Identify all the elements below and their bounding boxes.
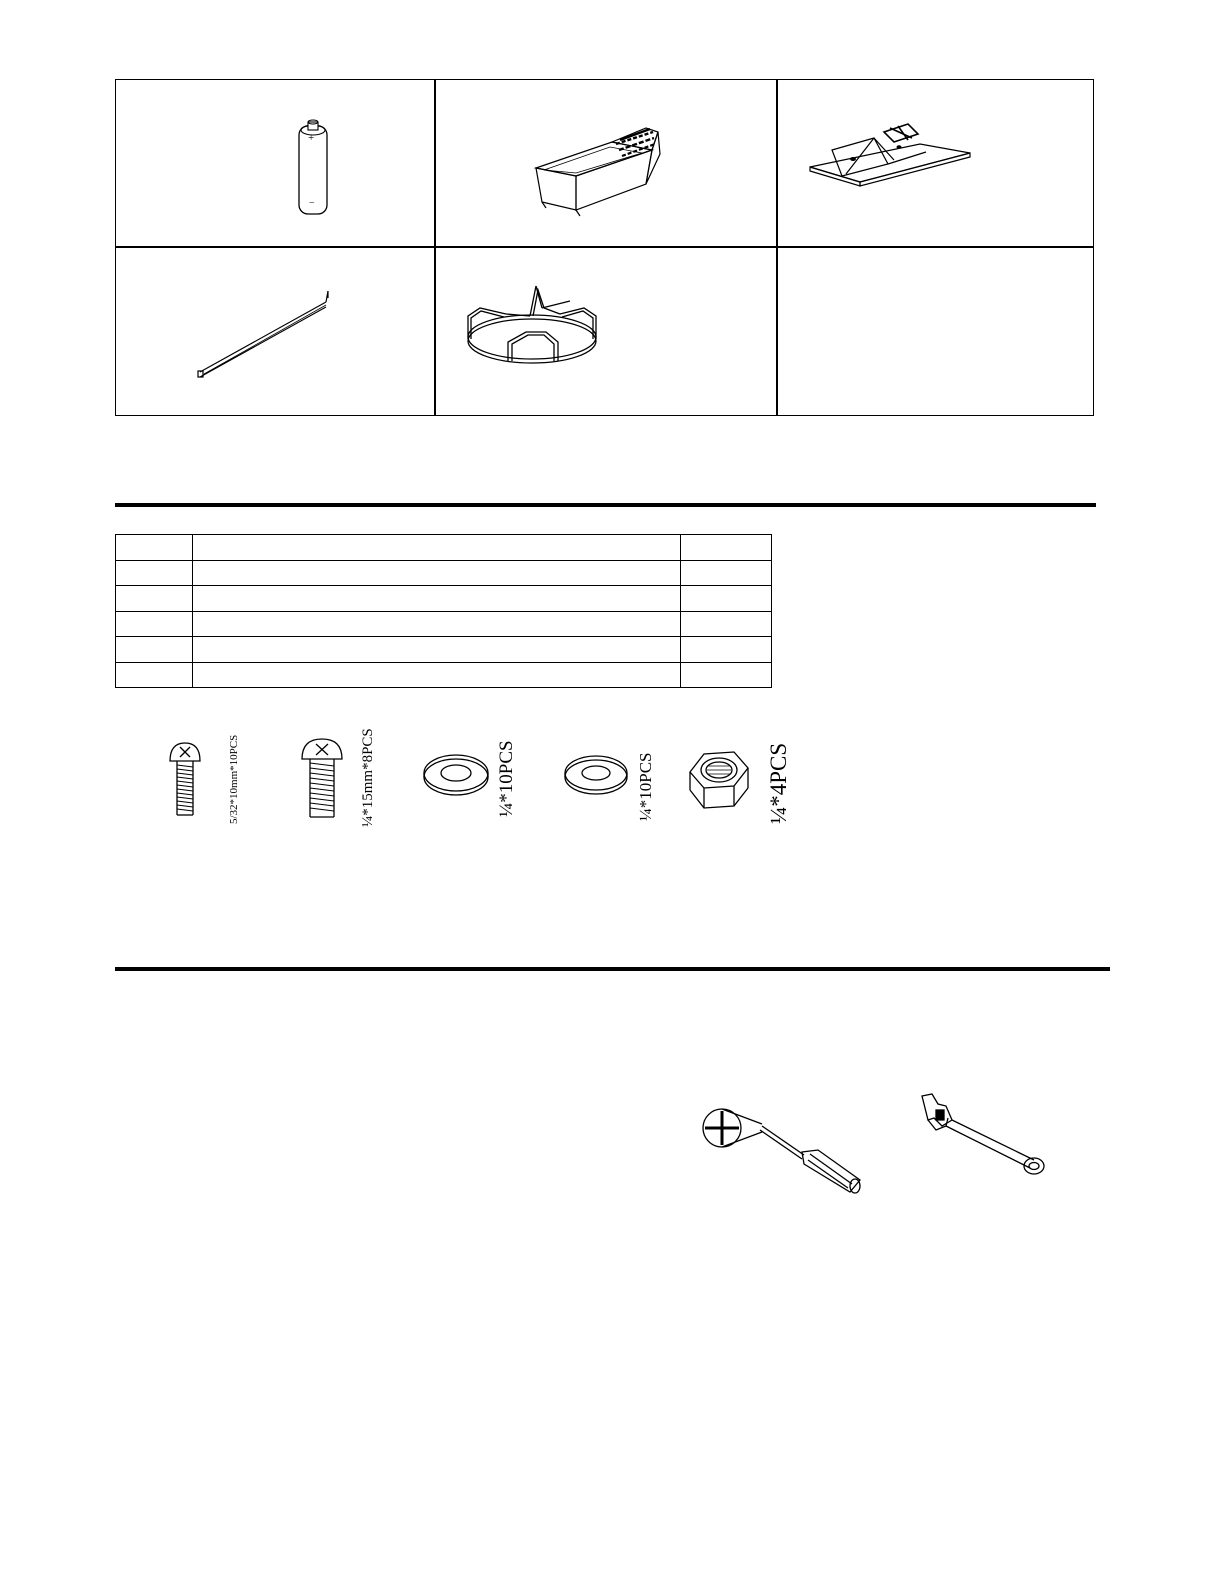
section-rule xyxy=(115,503,1096,507)
hardware-label: ¼*15mm*8PCS xyxy=(360,728,376,827)
hardware-item-washer-2 xyxy=(560,745,660,825)
parts-grid xyxy=(115,79,1094,416)
hardware-item-washer-1 xyxy=(420,740,520,825)
adjustable-wrench-icon xyxy=(912,1090,1052,1185)
hardware-item-screw-small xyxy=(160,735,250,830)
battery-icon xyxy=(116,80,434,246)
part-cell-grease-tray xyxy=(434,80,776,246)
tool-wrench xyxy=(912,1090,1052,1185)
grate-icon xyxy=(434,246,776,417)
hardware-label: ¼*10PCS xyxy=(496,740,517,817)
screw-icon xyxy=(296,735,356,825)
hardware-label: ¼*10PCS xyxy=(636,752,655,821)
hardware-item-hex-nut xyxy=(684,740,804,825)
hardware-label: ¼*4PCS xyxy=(766,742,791,824)
table-row xyxy=(116,560,772,586)
table-row xyxy=(116,662,772,688)
table-row xyxy=(116,535,772,561)
battery-minus: − xyxy=(309,198,315,209)
rod-icon xyxy=(116,246,434,417)
washer-icon xyxy=(420,745,490,805)
section-rule xyxy=(115,967,1110,971)
part-cell-rod xyxy=(116,246,434,417)
hardware-label: 5/32*10mm*10PCS xyxy=(228,734,240,824)
phillips-screwdriver-icon xyxy=(700,1100,870,1195)
part-cell-battery xyxy=(116,80,434,246)
table-row xyxy=(116,611,772,637)
screw-icon xyxy=(160,735,210,825)
tool-screwdriver xyxy=(700,1100,870,1195)
table-row xyxy=(116,586,772,612)
table-row xyxy=(116,637,772,663)
hex-nut-icon xyxy=(684,740,764,810)
hardware-table xyxy=(115,534,772,688)
part-cell-empty xyxy=(776,246,1095,417)
hardware-item-screw-large xyxy=(296,728,396,830)
heat-shield-icon xyxy=(776,80,1095,246)
washer-icon xyxy=(560,745,630,805)
grease-tray-icon xyxy=(434,80,776,246)
part-cell-heat-shield xyxy=(776,80,1095,246)
part-cell-grate xyxy=(434,246,776,417)
battery-plus: + xyxy=(308,132,315,144)
